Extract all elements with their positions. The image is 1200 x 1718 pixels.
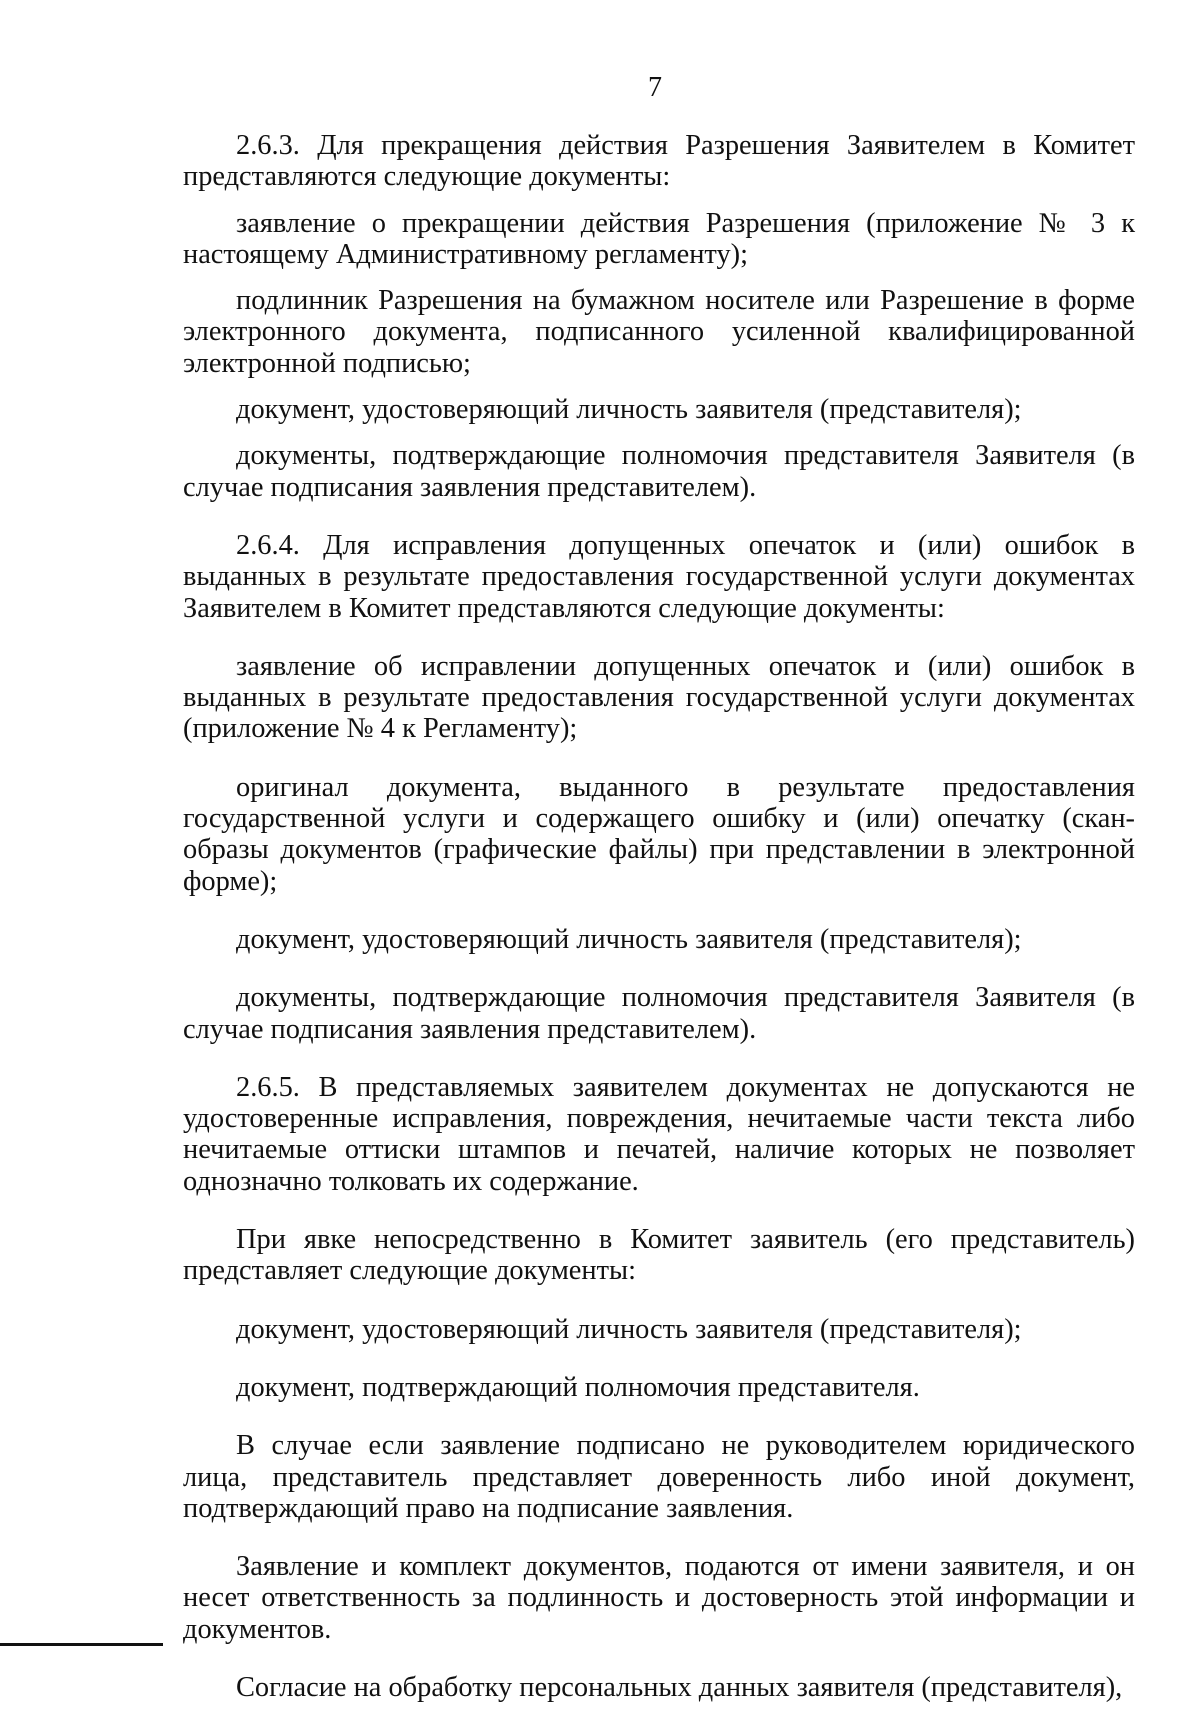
paragraph-original-permit: подлинник Разрешения на бумажном носителе или Разрешение в форме электронного документа, подписанного усиленной квалифицированной электронной подписью;	[183, 285, 1135, 379]
paragraph-correction-application: заявление об исправлении допущенных опечаток и (или) ошибок в выданных в результате предоставления государственной услуги документах (приложение № 4 к Регламенту);	[183, 650, 1135, 745]
paragraph-identity-document: документ, удостоверяющий личность заявителя (представителя);	[236, 394, 1022, 426]
paragraph-representative-authority: документ, подтверждающий полномочия представителя.	[236, 1371, 920, 1403]
paragraph-identity-document-3: документ, удостоверяющий личность заявителя (представителя);	[236, 1313, 1022, 1345]
document-body	[183, 130, 1135, 1718]
paragraph-identity-document-2: документ, удостоверяющий личность заявителя (представителя);	[236, 923, 1022, 955]
paragraph-authority-documents-2: документы, подтверждающие полномочия представителя Заявителя (в случае подписания заявления представителем).	[183, 982, 1135, 1045]
paragraph-application-termination: заявление о прекращении действия Разрешения (приложение № 3 к настоящему Административному регламенту);	[183, 207, 1135, 270]
paragraph-2-6-5: 2.6.5. В представляемых заявителем документах не допускаются не удостоверенные исправления, повреждения, нечитаемые части текста либо нечитаемые оттиски штампов и печатей, наличие которых не позволяет однозначно толковать их содержание.	[183, 1071, 1135, 1197]
paragraph-2-6-4: 2.6.4. Для исправления допущенных опечаток и (или) ошибок в выданных в результате предоставления государственной услуги документах Заявителем в Комитет представляются следующие документы:	[183, 529, 1135, 624]
paragraph-authority-documents: документы, подтверждающие полномочия представителя Заявителя (в случае подписания заявления представителем).	[183, 440, 1135, 503]
paragraph-2-6-3: 2.6.3. Для прекращения действия Разрешения Заявителем в Комитет представляются следующие документы:	[183, 130, 1135, 193]
page-number: 7	[648, 72, 662, 103]
paragraph-responsibility: Заявление и комплект документов, подаются от имени заявителя, и он несет ответственность за подлинность и достоверность этой информации и документов.	[183, 1551, 1135, 1645]
paragraph-personal-appearance: При явке непосредственно в Комитет заявитель (его представитель) представляет следующие документы:	[183, 1224, 1135, 1287]
paragraph-power-of-attorney: В случае если заявление подписано не руководителем юридического лица, представитель представляет доверенность либо иной документ, подтверждающий право на подписание заявления.	[183, 1430, 1135, 1524]
bottom-divider	[0, 1643, 163, 1646]
paragraph-personal-data-consent: Согласие на обработку персональных данных заявителя (представителя),	[236, 1671, 1123, 1703]
paragraph-original-document: оригинал документа, выданного в результате предоставления государственной услуги и содержащего ошибку и (или) опечатку (скан-образы документов (графические файлы) при представлении в электронной форме);	[183, 771, 1135, 897]
